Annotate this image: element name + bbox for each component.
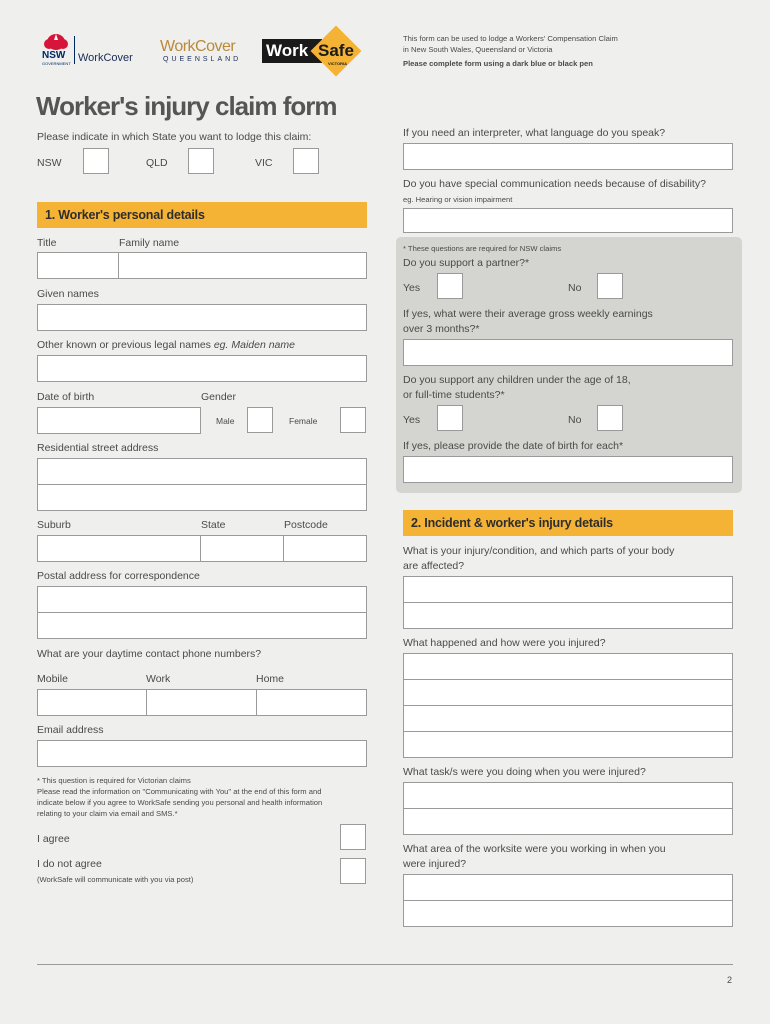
dob-label: Date of birth	[37, 391, 95, 403]
email-field[interactable]	[37, 740, 367, 767]
special-needs-field[interactable]	[403, 208, 733, 233]
section-2-heading: 2. Incident & worker's injury details	[403, 510, 733, 536]
state-label: State	[201, 519, 226, 531]
female-label: Female	[289, 416, 318, 426]
worksafe-logo-sub: VICTORIA	[328, 61, 348, 66]
children-no-label: No	[568, 414, 582, 426]
happened-line-divider-3	[403, 731, 733, 732]
not-agree-label: I do not agree	[37, 858, 102, 870]
dob-each-label: If yes, please provide the date of birth for each*	[403, 440, 624, 452]
other-names-label	[37, 339, 295, 351]
worksafe-logo	[262, 29, 372, 73]
state-nsw-checkbox[interactable]	[83, 148, 109, 174]
other-names-field[interactable]	[37, 355, 367, 382]
mobile-label: Mobile	[37, 673, 68, 685]
injury-label-1: What is your injury/condition, and which parts of your body	[403, 545, 675, 557]
happened-line-divider-1	[403, 679, 733, 680]
state-qld-checkbox[interactable]	[188, 148, 214, 174]
nsw-logo-text: NSW	[42, 50, 66, 61]
not-agree-note: (WorkSafe will communicate with you via post)	[37, 875, 194, 884]
state-nsw-label: NSW	[37, 157, 62, 169]
vic-note-1: * This question is required for Victorian claims	[37, 776, 191, 785]
worksafe-logo-text-1: Work	[266, 41, 309, 60]
area-line-divider	[403, 900, 733, 901]
nsw-note: * These questions are required for NSW claims	[403, 244, 562, 253]
partner-label: Do you support a partner?*	[403, 257, 530, 269]
work-home-divider	[256, 689, 257, 716]
female-checkbox[interactable]	[340, 407, 366, 433]
partner-yes-label: Yes	[403, 282, 421, 294]
header-note-3: Please complete form using a dark blue or black pen	[403, 59, 593, 68]
worksafe-logo-text-2: Safe	[318, 41, 354, 60]
special-needs-label: Do you have special communication needs because of disability?	[403, 178, 706, 190]
header-note-1: This form can be used to lodge a Workers' Compensation Claim	[403, 34, 618, 43]
dob-field[interactable]	[37, 407, 201, 434]
other-names-eg: eg. Maiden name	[210, 339, 295, 351]
nsw-logo-sub: GOVERNMENT	[42, 61, 71, 66]
task-label: What task/s were you doing when you were injured?	[403, 766, 646, 778]
state-vic-checkbox[interactable]	[293, 148, 319, 174]
dob-each-field[interactable]	[403, 456, 733, 483]
postal-label: Postal address for correspondence	[37, 570, 200, 582]
logo-divider	[74, 36, 75, 64]
workcover-qld-logo	[160, 38, 242, 68]
state-vic-label: VIC	[255, 157, 273, 169]
phones-field[interactable]	[37, 689, 367, 716]
page-title: Worker's injury claim form	[36, 91, 337, 121]
area-label-1: What area of the worksite were you working in when you	[403, 843, 666, 855]
special-needs-eg: eg. Hearing or vision impairment	[403, 195, 513, 204]
agree-checkbox[interactable]	[340, 824, 366, 850]
postal-line-divider	[37, 612, 367, 613]
happened-label: What happened and how were you injured?	[403, 637, 606, 649]
task-line-divider	[403, 808, 733, 809]
interpreter-label: If you need an interpreter, what language do you speak?	[403, 127, 666, 139]
home-label: Home	[256, 673, 285, 685]
suburb-label: Suburb	[37, 519, 71, 531]
address-line-divider	[37, 484, 367, 485]
title-family-name-field[interactable]	[37, 252, 367, 279]
nsw-logo	[40, 32, 72, 66]
children-label-2: or full-time students?*	[403, 389, 505, 401]
male-checkbox[interactable]	[247, 407, 273, 433]
other-names-text: Other known or previous legal names	[37, 339, 211, 351]
interpreter-field[interactable]	[403, 143, 733, 170]
earnings-label-2: over 3 months?*	[403, 323, 480, 335]
vic-note-2: Please read the information on "Communicating with You" at the end of this form and	[37, 787, 322, 796]
footer-rule	[37, 964, 733, 965]
not-agree-checkbox[interactable]	[340, 858, 366, 884]
page-number: 2	[727, 975, 733, 985]
partner-no-label: No	[568, 282, 582, 294]
injury-label-2: are affected?	[403, 560, 465, 572]
children-yes-label: Yes	[403, 414, 421, 426]
state-postcode-divider	[283, 535, 284, 562]
workcover-qld-logo-text: WorkCover	[160, 38, 236, 55]
phones-label: What are your daytime contact phone numbers?	[37, 648, 262, 660]
mobile-work-divider	[146, 689, 147, 716]
title-family-divider	[118, 252, 119, 279]
partner-no-checkbox[interactable]	[597, 273, 623, 299]
vic-note-4: relating to your claim via email and SMS.*	[37, 809, 178, 818]
happened-line-divider-2	[403, 705, 733, 706]
male-label: Male	[216, 416, 235, 426]
earnings-label-1: If yes, what were their average gross weekly earnings	[403, 308, 653, 320]
given-names-field[interactable]	[37, 304, 367, 331]
gender-label: Gender	[201, 391, 237, 403]
postcode-label: Postcode	[284, 519, 328, 531]
injury-line-divider	[403, 602, 733, 603]
email-label: Email address	[37, 724, 104, 736]
suburb-state-divider	[200, 535, 201, 562]
partner-yes-checkbox[interactable]	[437, 273, 463, 299]
children-label-1: Do you support any children under the age of 18,	[403, 374, 631, 386]
title-label: Title	[37, 237, 57, 249]
workcover-nsw-logo-text: WorkCover	[78, 52, 133, 64]
state-prompt: Please indicate in which State you want to lodge this claim:	[37, 131, 312, 143]
earnings-field[interactable]	[403, 339, 733, 366]
family-name-label: Family name	[119, 237, 180, 249]
state-qld-label: QLD	[146, 157, 168, 169]
address-label: Residential street address	[37, 442, 159, 454]
vic-note-3: indicate below if you agree to WorkSafe sending you personal and health information	[37, 798, 323, 807]
given-names-label: Given names	[37, 288, 99, 300]
area-label-2: were injured?	[403, 858, 467, 870]
header-note-2: in New South Wales, Queensland or Victoria	[403, 45, 553, 54]
work-label: Work	[146, 673, 171, 685]
waratah-icon	[40, 32, 72, 52]
workcover-qld-logo-sub: QUEENSLAND	[163, 56, 242, 63]
suburb-state-postcode-field[interactable]	[37, 535, 367, 562]
section-1-heading: 1. Worker's personal details	[37, 202, 367, 228]
agree-label: I agree	[37, 833, 70, 845]
children-yes-checkbox[interactable]	[437, 405, 463, 431]
children-no-checkbox[interactable]	[597, 405, 623, 431]
